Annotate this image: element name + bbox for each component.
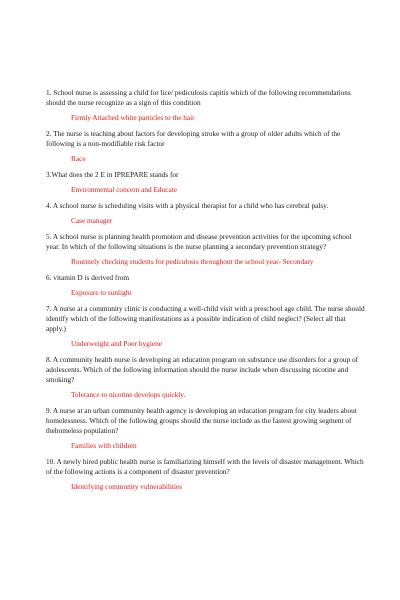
answer-text: Race (71, 154, 86, 163)
question-list (46, 88, 366, 498)
question-item-1 (46, 88, 366, 123)
answer-text: Identifying community vulnerabilities (71, 482, 183, 491)
answer-text: Case manager (71, 216, 113, 225)
question-text: 10. A newly hired public health nurse is familiarizing himself with the levels of disaster management. Which of the following actions is a component of disaster prevention? (46, 457, 364, 476)
answer-text: Underweight and Poor hygiene (71, 339, 162, 348)
question-item-8 (46, 355, 366, 400)
question-item-6 (46, 273, 366, 298)
question-item-10 (46, 457, 366, 492)
question-text: 2. The nurse is teaching about factors for developing stroke with a group of older adults which of the following is a non-modifiable risk factor (46, 129, 341, 148)
answer-text: Tolerance to nicotine develops quickly. (71, 390, 186, 399)
question-text: 8. A community health nurse is developing an education program on substance use disorders for a group of adolescents. Which of the following information should the nurse include when discussing nicotine and smoking? (46, 355, 359, 384)
question-text: 9. A nurse at an urban community health agency is developing an education program for city leaders about homelessness. Which of the following groups should the nurse include as the fastest growing segment of thehomeless population? (46, 406, 357, 435)
question-item-9 (46, 406, 366, 451)
question-item-3 (46, 170, 366, 195)
question-text: 4. A school nurse is scheduling visits with a physical therapist for a child who has cerebral palsy. (46, 201, 329, 210)
answer-text: Families with children (71, 441, 137, 450)
question-text: 3.What does the 2 E in IPREPARE stands for (46, 170, 179, 179)
question-item-7 (46, 304, 366, 349)
question-item-2 (46, 129, 366, 164)
answer-text: Environmental concern and Educate (71, 185, 177, 194)
answer-text: Routinely checking students for pediculosis throughout the school year- Secondary (71, 257, 314, 266)
question-item-5 (46, 232, 366, 267)
answer-text: Exposure to sunlight (71, 288, 132, 297)
answer-text: Firmly Attached white particles to the hair (71, 113, 195, 122)
question-text: 5. A school nurse is planning health promotion and disease prevention activities for the upcoming school year. In which of the following situations is the nurse planning a secondary prevention strategy? (46, 232, 352, 251)
question-text: 6. vitamin D is derived from (46, 273, 130, 282)
question-text: 1. School nurse is assessing a child for lice/ pediculosis capitis which of the following recommendations should the nurse recognize as a sign of this condition (46, 88, 351, 107)
question-item-4 (46, 201, 366, 226)
question-text: 7. A nurse at a community clinic is conducting a well-child visit with a preschool age child. The nurse should identify which of the following manifestations as a possible indication of child neglect? (Select all that apply.) (46, 304, 365, 333)
